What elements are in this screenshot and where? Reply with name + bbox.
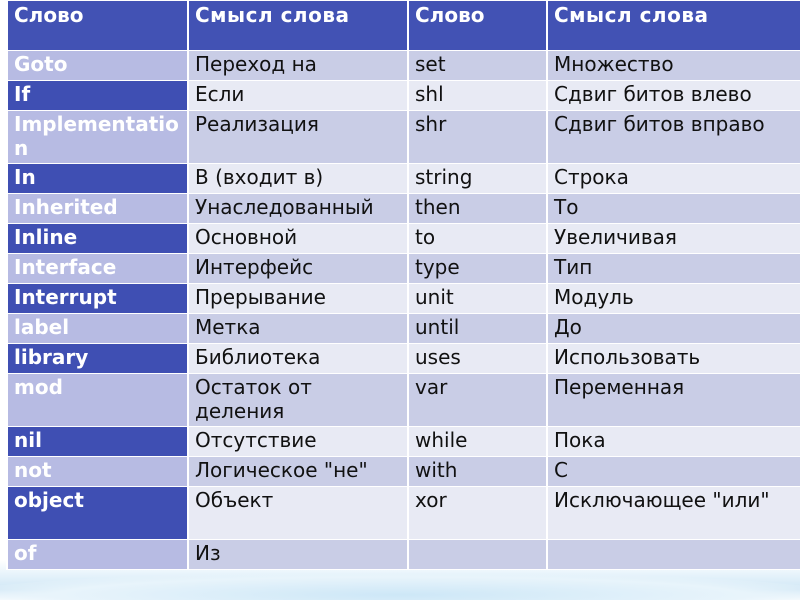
meaning-cell: Библиотека: [188, 344, 408, 374]
meaning-cell: Основной: [188, 224, 408, 254]
keyword-cell: mod: [7, 374, 188, 427]
keyword-cell: xor: [408, 487, 547, 540]
keyword-cell: of: [7, 540, 188, 570]
meaning-cell: Логическое "не": [188, 457, 408, 487]
meaning-cell: Метка: [188, 314, 408, 344]
keyword-cell: shr: [408, 111, 547, 164]
table-row: [7, 284, 800, 314]
meaning-cell: Сдвиг битов вправо: [547, 111, 800, 164]
table-row: [7, 427, 800, 457]
header-word-1: Слово: [7, 1, 188, 51]
keyword-cell: until: [408, 314, 547, 344]
table-row: [7, 51, 800, 81]
keyword-cell: not: [7, 457, 188, 487]
table-row: [7, 111, 800, 164]
table-row: [7, 457, 800, 487]
keywords-table: [6, 0, 800, 570]
meaning-cell: Из: [188, 540, 408, 570]
meaning-cell: Модуль: [547, 284, 800, 314]
meaning-cell: [547, 540, 800, 570]
meaning-cell: Прерывание: [188, 284, 408, 314]
meaning-cell: Отсутствие: [188, 427, 408, 457]
keyword-cell: label: [7, 314, 188, 344]
keyword-cell: type: [408, 254, 547, 284]
meaning-cell: Если: [188, 81, 408, 111]
header-word-2: Слово: [408, 1, 547, 51]
keyword-cell: [408, 540, 547, 570]
table-header-row: [7, 1, 800, 51]
meaning-cell: В (входит в): [188, 164, 408, 194]
meaning-cell: Строка: [547, 164, 800, 194]
meaning-cell: Увеличивая: [547, 224, 800, 254]
meaning-cell: Сдвиг битов влево: [547, 81, 800, 111]
meaning-cell: Реализация: [188, 111, 408, 164]
meaning-cell: Остаток от деления: [188, 374, 408, 427]
keyword-cell: unit: [408, 284, 547, 314]
table-row: [7, 164, 800, 194]
keyword-cell: Inherited: [7, 194, 188, 224]
keyword-cell: object: [7, 487, 188, 540]
keyword-cell: In: [7, 164, 188, 194]
keyword-cell: var: [408, 374, 547, 427]
header-meaning-2: Смысл слова: [547, 1, 800, 51]
meaning-cell: Объект: [188, 487, 408, 540]
keyword-cell: Interface: [7, 254, 188, 284]
keyword-cell: string: [408, 164, 547, 194]
header-meaning-1: Смысл слова: [188, 1, 408, 51]
meaning-cell: Интерфейс: [188, 254, 408, 284]
meaning-cell: Переменная: [547, 374, 800, 427]
keyword-cell: Goto: [7, 51, 188, 81]
table-row: [7, 344, 800, 374]
meaning-cell: Исключающее "или": [547, 487, 800, 540]
meaning-cell: Пока: [547, 427, 800, 457]
meaning-cell: С: [547, 457, 800, 487]
table-row: [7, 224, 800, 254]
keyword-cell: then: [408, 194, 547, 224]
keyword-cell: library: [7, 344, 188, 374]
meaning-cell: Использовать: [547, 344, 800, 374]
keyword-cell: Inline: [7, 224, 188, 254]
table-row: [7, 254, 800, 284]
table-row: [7, 487, 800, 540]
keyword-cell: Implementation: [7, 111, 188, 164]
decorative-wave: [0, 572, 800, 600]
meaning-cell: Унаследованный: [188, 194, 408, 224]
keyword-cell: shl: [408, 81, 547, 111]
table-row: [7, 314, 800, 344]
meaning-cell: Тип: [547, 254, 800, 284]
keyword-cell: while: [408, 427, 547, 457]
keyword-cell: to: [408, 224, 547, 254]
keyword-cell: set: [408, 51, 547, 81]
table-row: [7, 374, 800, 427]
keyword-cell: uses: [408, 344, 547, 374]
keyword-cell: Interrupt: [7, 284, 188, 314]
table-row: [7, 540, 800, 570]
table-row: [7, 194, 800, 224]
keyword-cell: with: [408, 457, 547, 487]
meaning-cell: До: [547, 314, 800, 344]
meaning-cell: Множество: [547, 51, 800, 81]
keyword-cell: If: [7, 81, 188, 111]
meaning-cell: То: [547, 194, 800, 224]
keyword-cell: nil: [7, 427, 188, 457]
meaning-cell: Переход на: [188, 51, 408, 81]
table-row: [7, 81, 800, 111]
